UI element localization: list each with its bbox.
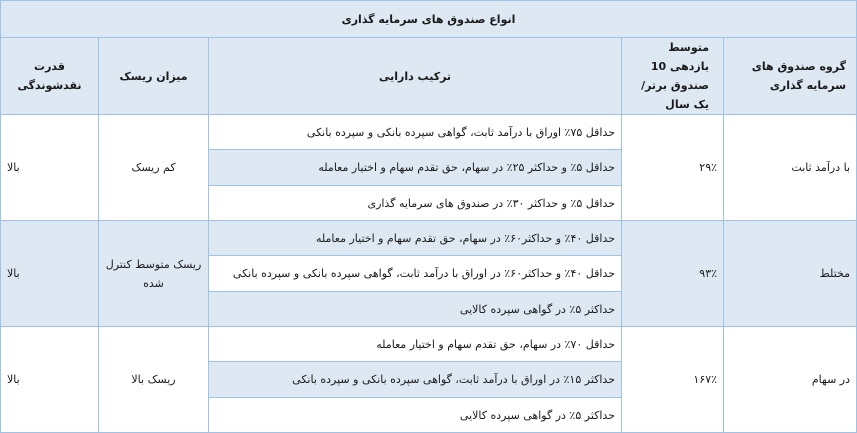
composition-cell[interactable]: حداقل ۵٪ و حداکثر ۲۵٪ در سهام، حق تقدم سهام و اختیار معامله <box>209 150 622 186</box>
table-title[interactable]: انواع صندوق های سرمایه گذاری <box>1 1 857 38</box>
header-asset-composition[interactable]: ترکیب دارایی <box>209 38 622 115</box>
title-row <box>1 1 857 38</box>
composition-cell[interactable]: حداقل ۷۰٪ در سهام، حق تقدم سهام و اختیار معامله <box>209 327 622 362</box>
table-row <box>1 221 857 256</box>
liquidity-cell[interactable]: بالا <box>1 327 99 433</box>
liquidity-cell[interactable]: بالا <box>1 115 99 221</box>
header-row <box>1 38 857 115</box>
composition-cell[interactable]: حداقل ۷۵٪ اوراق با درآمد ثابت، گواهی سپرده بانکی و سپرده بانکی <box>209 115 622 150</box>
composition-cell[interactable]: حداقل ۴۰٪ و حداکثر۶۰٪ در سهام، حق تقدم سهام و اختیار معامله <box>209 221 622 256</box>
return-cell[interactable]: ۹۳٪ <box>622 221 724 327</box>
risk-text-line2: شده <box>143 276 164 290</box>
risk-text-line1: ریسک متوسط کنترل <box>105 257 202 271</box>
header-average-return-line2: صندوق برتر/یک سال <box>641 79 710 111</box>
header-liquidity[interactable]: قدرت نقدشوندگی <box>1 38 99 115</box>
header-fund-group-line1: گروه صندوق های <box>751 60 847 73</box>
return-cell[interactable]: ۱۶۷٪ <box>622 327 724 433</box>
header-fund-group-line2: سرمایه گذاری <box>769 79 847 92</box>
risk-text: کم ریسک <box>131 161 176 174</box>
composition-cell[interactable]: حداقل ۵٪ و حداکثر ۳۰٪ در صندوق های سرمایه گذاری <box>209 186 622 221</box>
header-average-return[interactable] <box>622 38 724 115</box>
risk-text: ریسک بالا <box>131 373 176 386</box>
return-cell[interactable]: ۲۹٪ <box>622 115 724 221</box>
fund-group-cell[interactable]: در سهام <box>724 327 857 433</box>
table-row <box>1 327 857 362</box>
composition-cell[interactable]: حداکثر ۱۵٪ در اوراق با درآمد ثابت، گواهی سپرده بانکی و سپرده بانکی <box>209 362 622 398</box>
composition-cell[interactable]: حداکثر ۵٪ در گواهی سپرده کالایی <box>209 398 622 433</box>
composition-cell[interactable]: حداکثر ۵٪ در گواهی سپرده کالایی <box>209 292 622 327</box>
risk-cell[interactable] <box>99 221 209 327</box>
risk-cell[interactable] <box>99 327 209 433</box>
header-average-return-line1: متوسط بازدهی 10 <box>650 41 710 73</box>
liquidity-cell[interactable]: بالا <box>1 221 99 327</box>
risk-cell[interactable] <box>99 115 209 221</box>
composition-cell[interactable]: حداقل ۴۰٪ و حداکثر۶۰٪ در اوراق با درآمد ثابت، گواهی سپرده بانکی و سپرده بانکی <box>209 256 622 292</box>
table-row <box>1 115 857 150</box>
fund-group-cell[interactable]: با درآمد ثابت <box>724 115 857 221</box>
header-risk-level[interactable]: میزان ریسک <box>99 38 209 115</box>
header-fund-group[interactable] <box>724 38 857 115</box>
fund-group-cell[interactable]: مختلط <box>724 221 857 327</box>
